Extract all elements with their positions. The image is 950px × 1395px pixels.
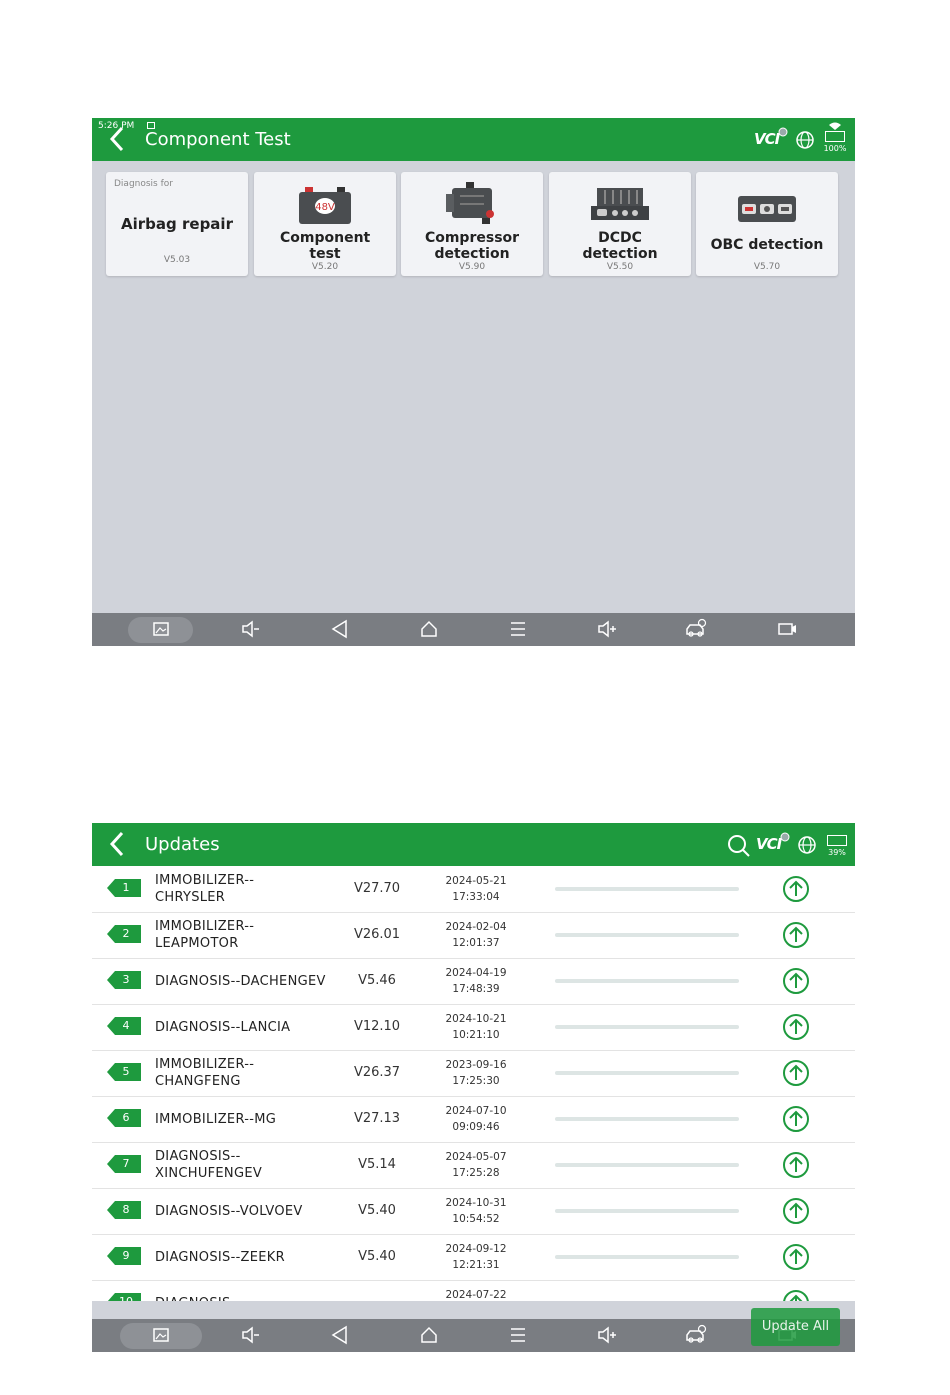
update-row[interactable]	[92, 958, 855, 1005]
card-obc-detection[interactable]	[696, 172, 838, 276]
page-title: Updates	[145, 834, 220, 855]
gallery-icon[interactable]	[149, 1323, 173, 1347]
card-name: Component test	[280, 230, 371, 262]
download-progress-bar	[555, 979, 739, 983]
upload-arrow-icon[interactable]	[782, 921, 810, 949]
android-navbar	[92, 1319, 855, 1352]
card-component-test[interactable]	[254, 172, 396, 276]
battery-voltage-text: 48V	[315, 202, 335, 213]
row-index: 1	[122, 881, 130, 894]
battery-icon	[825, 131, 845, 142]
volume-up-icon[interactable]	[595, 617, 619, 641]
back-arrow-icon[interactable]	[106, 124, 130, 154]
package-name: IMMOBILIZER-- CHRYSLER	[155, 873, 255, 905]
release-datetime	[436, 1241, 516, 1273]
package-version: V5.40	[358, 1249, 396, 1264]
card-version: V5.50	[606, 262, 634, 272]
upload-arrow-icon[interactable]	[782, 1105, 810, 1133]
header-bar	[92, 118, 855, 161]
android-navbar	[92, 613, 855, 646]
release-date: 2023-09-16	[445, 1059, 507, 1071]
download-progress-bar	[555, 1117, 739, 1121]
row-index: 9	[122, 1249, 130, 1262]
package-version: V5.40	[358, 1203, 396, 1218]
component-test-screen	[92, 118, 855, 646]
package-version: V27.13	[353, 1111, 401, 1126]
download-progress-bar	[555, 887, 739, 891]
row-index: 8	[122, 1203, 130, 1216]
package-name: DIAGNOSIS--LANCIA	[155, 1019, 291, 1035]
back-arrow-icon[interactable]	[106, 829, 130, 859]
release-datetime	[436, 965, 516, 997]
update-row[interactable]	[92, 1188, 855, 1235]
row-index: 5	[122, 1065, 130, 1078]
battery-percent: 39%	[828, 848, 846, 857]
release-time: 17:25:30	[452, 1075, 500, 1087]
battery-indicator	[822, 122, 848, 153]
package-name: DIAGNOSIS--DACHENGEV	[155, 973, 326, 989]
release-date: 2024-09-12	[445, 1243, 507, 1255]
card-airbag-repair[interactable]	[106, 172, 248, 276]
row-index: 4	[122, 1019, 130, 1032]
release-date: 2024-05-07	[445, 1151, 507, 1163]
update-row[interactable]	[92, 1004, 855, 1051]
obc-charger-icon	[736, 194, 798, 226]
download-progress-bar	[555, 933, 739, 937]
upload-arrow-icon[interactable]	[782, 875, 810, 903]
release-time: 17:48:39	[452, 983, 500, 995]
package-version: V5.14	[358, 1157, 396, 1172]
update-row[interactable]	[92, 1050, 855, 1097]
update-row[interactable]	[92, 866, 855, 913]
menu-icon[interactable]	[506, 1323, 530, 1347]
update-row[interactable]	[92, 1142, 855, 1189]
search-icon[interactable]	[727, 834, 751, 858]
gallery-icon[interactable]	[149, 617, 173, 641]
vci-status-dot-icon	[780, 832, 790, 842]
card-name: DCDC detection	[582, 230, 658, 262]
notification-image-icon	[147, 122, 155, 129]
release-datetime	[436, 1057, 516, 1089]
menu-icon[interactable]	[506, 617, 530, 641]
compressor-icon	[442, 180, 502, 226]
card-version: V5.90	[458, 262, 486, 272]
release-time: 09:09:46	[452, 1121, 500, 1133]
card-version: V5.20	[311, 262, 339, 272]
package-name: DIAGNOSIS--ZEEKR	[155, 1249, 285, 1265]
update-row[interactable]	[92, 1096, 855, 1143]
download-progress-bar	[555, 1071, 739, 1075]
status-time: 5:26 PM	[98, 121, 135, 131]
release-datetime	[436, 1011, 516, 1043]
header-bar	[92, 823, 855, 866]
card-compressor-detection[interactable]	[401, 172, 543, 276]
package-version: V12.10	[353, 1019, 401, 1034]
updates-screen	[92, 823, 855, 1352]
card-version: V5.70	[753, 262, 781, 272]
release-date: 2024-04-19	[445, 967, 507, 979]
upload-arrow-icon[interactable]	[782, 1059, 810, 1087]
row-index: 2	[122, 927, 130, 940]
home-icon[interactable]	[417, 617, 441, 641]
package-name: IMMOBILIZER-- CHANGFENG	[155, 1057, 255, 1089]
release-date: 2024-07-22	[445, 1289, 507, 1301]
battery-percent: 100%	[823, 144, 847, 153]
card-version: V5.03	[163, 255, 191, 265]
update-row[interactable]	[92, 1234, 855, 1281]
update-all-button[interactable]: Update All	[751, 1308, 840, 1346]
volume-down-icon[interactable]	[238, 1323, 262, 1347]
home-icon[interactable]	[417, 1323, 441, 1347]
package-version: V5.46	[358, 973, 396, 988]
back-triangle-icon[interactable]	[328, 617, 352, 641]
upload-arrow-icon[interactable]	[782, 967, 810, 995]
vci-indicator[interactable]: VCI	[756, 835, 782, 853]
back-triangle-icon[interactable]	[328, 1323, 352, 1347]
card-dcdc-detection[interactable]	[549, 172, 691, 276]
release-datetime	[436, 1103, 516, 1135]
package-name: DIAGNOSIS-- XINCHUFENGEV	[155, 1149, 263, 1181]
card-top-label: Diagnosis for	[114, 179, 173, 189]
row-index: 6	[122, 1111, 130, 1124]
row-index: 3	[122, 973, 130, 986]
list-bottom-fade	[92, 1301, 855, 1319]
card-name: OBC detection	[710, 237, 824, 253]
battery-icon	[827, 835, 847, 846]
dcdc-converter-icon	[589, 186, 651, 222]
volume-up-icon[interactable]	[595, 1323, 619, 1347]
update-row[interactable]	[92, 912, 855, 959]
release-time: 17:25:28	[452, 1167, 500, 1179]
vci-indicator[interactable]: VCI	[754, 130, 780, 148]
car-diagnostic-icon[interactable]	[684, 1323, 708, 1347]
upload-arrow-icon[interactable]	[782, 1151, 810, 1179]
release-time: 12:21:31	[452, 1259, 500, 1271]
volume-down-icon[interactable]	[238, 617, 262, 641]
package-version: V26.37	[353, 1065, 401, 1080]
screen-record-icon[interactable]	[775, 617, 799, 641]
release-time: 10:21:10	[452, 1029, 500, 1041]
row-index: 7	[122, 1157, 130, 1170]
package-version: V27.70	[353, 881, 401, 896]
battery-indicator	[824, 835, 850, 863]
release-time: 10:54:52	[452, 1213, 500, 1225]
battery-48v-icon	[297, 184, 353, 226]
package-name: IMMOBILIZER--MG	[155, 1111, 277, 1127]
update-list	[92, 866, 855, 1301]
release-date: 2024-10-21	[445, 1013, 507, 1025]
upload-arrow-icon[interactable]	[782, 1197, 810, 1225]
download-progress-bar	[555, 1209, 739, 1213]
package-name: DIAGNOSIS--VOLVOEV	[155, 1203, 303, 1219]
vci-status-dot-icon	[778, 127, 788, 137]
release-datetime	[436, 1149, 516, 1181]
download-progress-bar	[555, 1255, 739, 1259]
upload-arrow-icon[interactable]	[782, 1243, 810, 1271]
release-datetime	[436, 873, 516, 905]
page-title: Component Test	[145, 129, 291, 150]
release-date: 2024-02-04	[445, 921, 507, 933]
download-progress-bar	[555, 1163, 739, 1167]
download-progress-bar	[555, 1025, 739, 1029]
release-date: 2024-07-10	[445, 1105, 507, 1117]
release-date: 2024-10-31	[445, 1197, 507, 1209]
release-date: 2024-05-21	[445, 875, 507, 887]
card-name: Airbag repair	[121, 215, 233, 233]
package-version: V26.01	[353, 927, 401, 942]
package-name: IMMOBILIZER-- LEAPMOTOR	[155, 919, 255, 951]
release-time: 17:33:04	[452, 891, 500, 903]
release-time: 12:01:37	[452, 937, 500, 949]
car-diagnostic-icon[interactable]	[684, 617, 708, 641]
release-datetime	[436, 1195, 516, 1227]
globe-icon[interactable]	[797, 835, 817, 855]
upload-arrow-icon[interactable]	[782, 1013, 810, 1041]
release-datetime	[436, 919, 516, 951]
card-name: Compressor detection	[424, 230, 520, 262]
globe-icon[interactable]	[795, 130, 815, 150]
wifi-icon	[828, 122, 842, 130]
